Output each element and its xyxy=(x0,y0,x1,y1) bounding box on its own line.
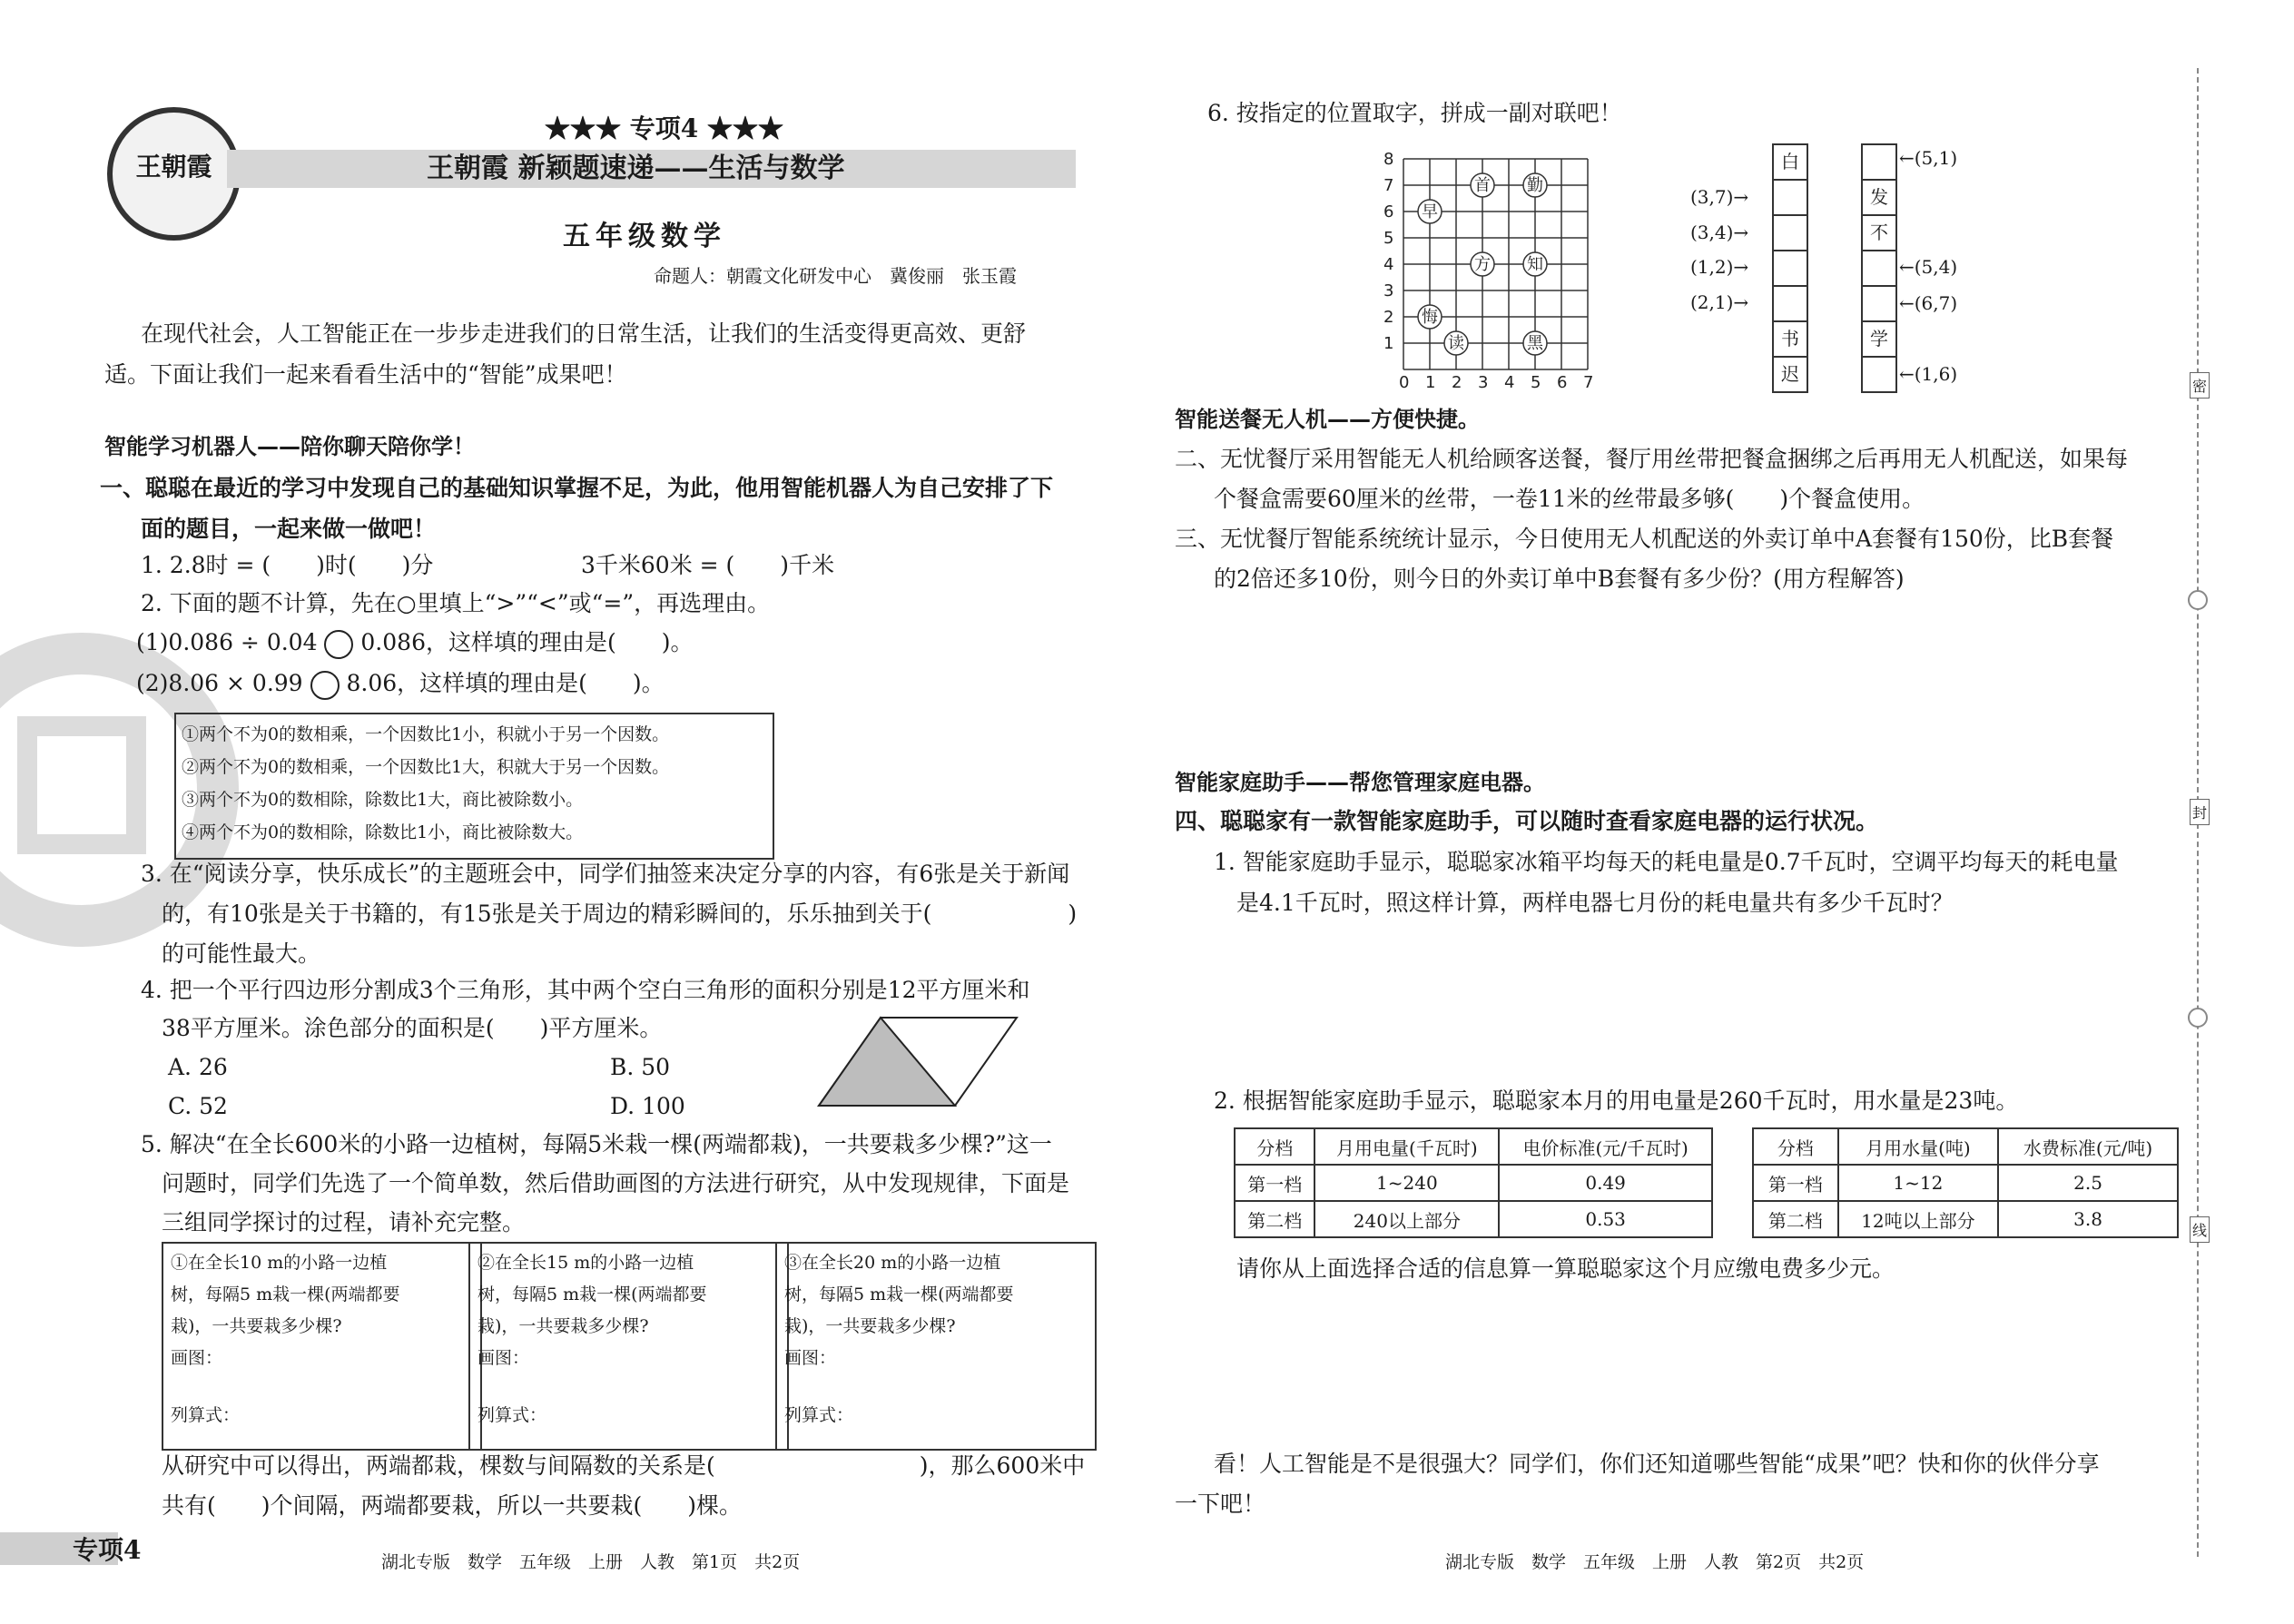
intro-line-1: 在现代社会，人工智能正在一步步走进我们的日常生活，让我们的生活变得更高效、更舒 xyxy=(141,320,1027,347)
grid-char-point xyxy=(1523,173,1547,197)
box3-line2: 树，每隔5 m栽一棵(两端都要 xyxy=(784,1284,1014,1304)
special-topic-badge: ★★★ 专项4 ★★★ xyxy=(545,113,783,143)
right-q3-line-2: 的2倍还多10份，则今日的外卖订单中B套餐有多少份？(用方程解答) xyxy=(1214,566,1905,592)
grid-char-point xyxy=(1471,252,1494,276)
box2-formula: 列算式： xyxy=(478,1405,547,1425)
left-page xyxy=(0,0,1135,1624)
header-title-wrap xyxy=(427,150,844,188)
q5-line-1: 5. 解决“在全长600米的小路一边植树，每隔5米栽一棵(两端都栽)，一共要栽多少棵?”这一 xyxy=(141,1131,1052,1157)
couplet-right-column xyxy=(1861,143,1897,393)
grid-char: 悔 xyxy=(1422,308,1438,327)
electricity-table xyxy=(1234,1127,1713,1238)
couplet-left-labels xyxy=(1690,180,1748,320)
option-1: ①两个不为0的数相乘，一个因数比1小，积就小于另一个因数。 xyxy=(182,724,670,744)
table-cell: 0.53 xyxy=(1499,1201,1712,1237)
table-header: 水费标准(元/吨) xyxy=(1998,1128,2178,1165)
section-title-home: 智能家庭助手——帮您管理家庭电器。 xyxy=(1175,770,1545,795)
table-cell: 第一档 xyxy=(1235,1165,1314,1201)
table-cell: 2.5 xyxy=(1998,1165,2178,1201)
q1-line-1: 一、聪聪在最近的学习中发现自己的基础知识掌握不足，为此，他用智能机器人为自己安排了下 xyxy=(100,475,1054,501)
table-row xyxy=(1235,1201,1712,1237)
table-header: 电价标准(元/千瓦时) xyxy=(1499,1128,1712,1165)
option-4: ④两个不为0的数相除，除数比1小，商比被除数大。 xyxy=(182,822,584,842)
q5-line-3: 三组同学探讨的过程，请补充完整。 xyxy=(162,1209,526,1235)
q5-conclusion-1: 从研究中可以得出，两端都栽，棵数与间隔数的关系是( )，那么600米中 xyxy=(162,1452,1086,1479)
couplet-cell[interactable] xyxy=(1772,287,1808,322)
right-q4-2: 2. 根据智能家庭助手显示，聪聪家本月的用电量是260千瓦时，用水量是23吨。 xyxy=(1214,1088,2019,1114)
x-tick-label: 3 xyxy=(1478,373,1489,390)
box1-line3: 栽)，一共要栽多少棵? xyxy=(171,1316,342,1336)
y-tick-label: 8 xyxy=(1383,150,1394,169)
x-tick-label: 6 xyxy=(1557,373,1568,390)
table-cell: 第二档 xyxy=(1753,1201,1838,1237)
table-row xyxy=(1753,1201,2178,1237)
footer-badge: 专项4 xyxy=(73,1535,142,1565)
box2-line3: 栽)，一共要栽多少棵? xyxy=(478,1316,649,1336)
grid-char-point xyxy=(1471,173,1494,197)
couplet-cell[interactable] xyxy=(1772,181,1808,216)
couplet-cell: 白 xyxy=(1772,143,1808,181)
table-cell: 240以上部分 xyxy=(1314,1201,1499,1237)
water-table xyxy=(1752,1127,2179,1238)
q1-1a: 1. 2.8时 = ( )时( )分 xyxy=(141,552,434,578)
grid-char: 方 xyxy=(1474,255,1491,274)
closing-line-2: 一下吧！ xyxy=(1175,1491,1266,1517)
table-cell: 1~12 xyxy=(1838,1165,1998,1201)
q4-option-c[interactable]: C. 52 xyxy=(168,1093,228,1119)
q4-option-d[interactable]: D. 100 xyxy=(610,1093,685,1119)
q4-option-a[interactable]: A. 26 xyxy=(168,1054,228,1080)
grid-char-point xyxy=(1418,305,1442,329)
q3-line-3: 的可能性最大。 xyxy=(162,940,321,967)
table-header: 月用水量(吨) xyxy=(1838,1128,1998,1165)
right-q4-title: 四、聪聪家有一款智能家庭助手，可以随时查看家庭电器的运行状况。 xyxy=(1175,808,1879,834)
option-2: ②两个不为0的数相乘，一个因数比1大，积就大于另一个因数。 xyxy=(182,757,670,777)
brand-name: 王朝霞 xyxy=(427,153,508,184)
table-cell: 1~240 xyxy=(1314,1165,1499,1201)
right-q2-line-2: 个餐盒需要60厘米的丝带，一卷11米的丝带最多够( )个餐盒使用。 xyxy=(1214,486,1925,512)
logo-text: 王朝霞 xyxy=(135,152,212,182)
box2-line2: 树，每隔5 m栽一棵(两端都要 xyxy=(478,1284,707,1304)
grid-char: 首 xyxy=(1474,176,1491,195)
section-title-robot: 智能学习机器人——陪你聊天陪你学！ xyxy=(104,434,475,459)
y-tick-label: 7 xyxy=(1383,176,1394,195)
footer-left-info: 湖北专版 数学 五年级 上册 人教 第1页 共2页 xyxy=(381,1552,801,1572)
box1-line2: 树，每隔5 m栽一棵(两端都要 xyxy=(171,1284,400,1304)
q3-line-2: 的，有10张是关于书籍的，有15张是关于周边的精彩瞬间的，乐乐抽到关于( ) xyxy=(162,901,1078,927)
badge-text: 专项4 xyxy=(629,113,699,143)
grid-char-point xyxy=(1418,200,1442,223)
couplet-cell[interactable] xyxy=(1861,287,1897,322)
y-tick-label: 3 xyxy=(1383,281,1394,300)
grid-char: 黑 xyxy=(1527,334,1543,353)
y-tick-label: 5 xyxy=(1383,229,1394,248)
box3-line1: ③在全长20 m的小路一边植 xyxy=(784,1253,1001,1273)
authors: 命题人：朝霞文化研发中心 冀俊丽 张玉霞 xyxy=(654,265,1017,287)
grid-char: 勤 xyxy=(1527,176,1543,195)
study-box-3 xyxy=(775,1242,1097,1451)
box1-draw: 画图： xyxy=(171,1348,223,1368)
coord-label: (1,2)→ xyxy=(1690,256,1749,278)
table-cell: 0.49 xyxy=(1499,1165,1712,1201)
q4-option-b[interactable]: B. 50 xyxy=(610,1054,671,1080)
q1-2: 2. 下面的题不计算，先在○里填上“>”“<”或“=”，再选理由。 xyxy=(141,590,771,616)
grid-char-point xyxy=(1444,331,1468,355)
couplet-cell: 发 xyxy=(1861,181,1897,216)
q4-line-2: 38平方厘米。涂色部分的面积是( )平方厘米。 xyxy=(162,1015,663,1041)
intro-line-2: 适。下面让我们一起来看看生活中的“智能”成果吧！ xyxy=(104,361,627,388)
couplet-cell[interactable] xyxy=(1772,216,1808,251)
q6-title: 6. 按指定的位置取字，拼成一副对联吧！ xyxy=(1207,100,1622,126)
table-cell: 第二档 xyxy=(1235,1201,1314,1237)
closing-line-1: 看！人工智能是不是很强大？同学们，你们还知道哪些智能“成果”吧？快和你的伙伴分享 xyxy=(1214,1451,2100,1477)
q1-2-1-reason: 0.086，这样填的理由是( )。 xyxy=(360,629,694,655)
q1-2-2-reason: 8.06，这样填的理由是( )。 xyxy=(346,670,665,696)
q3-line-1: 3. 在“阅读分享，快乐成长”的主题班会中，同学们抽签来决定分享的内容，有6张是关于新闻 xyxy=(141,861,1070,887)
q5-line-2: 问题时，同学们先选了一个简单数，然后借助画图的方法进行研究，从中发现规律，下面是 xyxy=(162,1170,1070,1196)
y-tick-label: 4 xyxy=(1383,255,1394,274)
q1-2-2 xyxy=(136,663,665,704)
seal-label: 线 xyxy=(2190,1216,2210,1243)
box3-line3: 栽)，一共要栽多少棵? xyxy=(784,1316,956,1336)
couplet-cell[interactable] xyxy=(1861,251,1897,287)
couplet-cell[interactable] xyxy=(1861,358,1897,393)
binding-hole-icon xyxy=(2188,590,2208,610)
box1-line1: ①在全长10 m的小路一边植 xyxy=(171,1253,388,1273)
x-tick-label: 4 xyxy=(1504,373,1515,390)
box3-draw: 画图： xyxy=(784,1348,837,1368)
q1-1b: 3千米60米 = ( )千米 xyxy=(581,552,835,578)
box1-formula: 列算式： xyxy=(171,1405,241,1425)
couplet-cell[interactable] xyxy=(1861,143,1897,181)
coord-label: (3,7)→ xyxy=(1690,186,1749,208)
coordinate-grid xyxy=(1382,141,1600,390)
grid-char-point xyxy=(1523,331,1547,355)
right-q4-2-ask: 请你从上面选择合适的信息算一算聪聪家这个月应缴电费多少元。 xyxy=(1236,1255,1895,1282)
right-q4-1-line-1: 1. 智能家庭助手显示，聪聪家冰箱平均每天的耗电量是0.7千瓦时，空调平均每天的耗电量 xyxy=(1214,849,2119,875)
table-cell: 3.8 xyxy=(1998,1201,2178,1237)
footer-right-info: 湖北专版 数学 五年级 上册 人教 第2页 共2页 xyxy=(1445,1552,1865,1572)
grid-char: 读 xyxy=(1448,334,1464,353)
q4-line-1: 4. 把一个平行四边形分割成3个三角形，其中两个空白三角形的面积分别是12平方厘米和 xyxy=(141,977,1030,1003)
coord-label: ←(5,1) xyxy=(1899,147,1958,169)
couplet-cell: 不 xyxy=(1861,216,1897,251)
compare-circle-2[interactable] xyxy=(310,671,340,700)
couplet-cell: 书 xyxy=(1772,322,1808,358)
table-row xyxy=(1235,1165,1712,1201)
study-box-2 xyxy=(468,1242,789,1451)
coord-label: ←(1,6) xyxy=(1899,363,1958,385)
option-3: ③两个不为0的数相除，除数比1大，商比被除数小。 xyxy=(182,790,584,810)
box2-draw: 画图： xyxy=(478,1348,530,1368)
reason-options-box xyxy=(174,713,774,860)
compare-circle-1[interactable] xyxy=(324,630,353,659)
x-tick-label: 7 xyxy=(1583,373,1594,390)
q1-2-1-expr: (1)0.086 ÷ 0.04 xyxy=(136,629,318,655)
q1-line-2: 面的题目，一起来做一做吧！ xyxy=(141,516,437,542)
parallelogram-figure xyxy=(817,1015,1026,1110)
box3-formula: 列算式： xyxy=(784,1405,854,1425)
seal-label: 密 xyxy=(2190,372,2210,399)
section-title-drone: 智能送餐无人机——方便快捷。 xyxy=(1175,407,1480,432)
y-tick-label: 6 xyxy=(1383,202,1394,221)
table-header: 分档 xyxy=(1753,1128,1838,1165)
grid-char: 知 xyxy=(1527,255,1543,274)
y-tick-label: 2 xyxy=(1383,308,1394,327)
q1-2-2-expr: (2)8.06 × 0.99 xyxy=(136,670,303,696)
x-tick-label: 2 xyxy=(1452,373,1462,390)
coord-label: ←(6,7) xyxy=(1899,292,1958,314)
seal-label: 封 xyxy=(2190,799,2210,825)
couplet-cell: 学 xyxy=(1861,322,1897,358)
coord-label: (3,4)→ xyxy=(1690,221,1749,243)
right-page xyxy=(1146,0,2294,1624)
subject-title: 五年级数学 xyxy=(563,221,726,252)
right-q3-line-1: 三、无忧餐厅智能系统统计显示，今日使用无人机配送的外卖订单中A套餐有150份，比B套餐 xyxy=(1175,526,2114,552)
study-box-1 xyxy=(162,1242,482,1451)
coord-label: (2,1)→ xyxy=(1690,290,1749,313)
grid-char-point xyxy=(1523,252,1547,276)
brand-logo xyxy=(107,107,241,241)
couplet-left-column xyxy=(1772,143,1808,393)
q5-conclusion-2: 共有( )个间隔，两端都要栽，所以一共要栽( )棵。 xyxy=(162,1492,743,1519)
binding-hole-icon xyxy=(2188,1008,2208,1028)
table-cell: 12吨以上部分 xyxy=(1838,1201,1998,1237)
x-tick-label: 1 xyxy=(1425,373,1436,390)
x-tick-label: 5 xyxy=(1531,373,1541,390)
q1-2-1 xyxy=(136,622,693,663)
box2-line1: ②在全长15 m的小路一边植 xyxy=(478,1253,694,1273)
table-header: 月用电量(千瓦时) xyxy=(1314,1128,1499,1165)
right-q2-line-1: 二、无忧餐厅采用智能无人机给顾客送餐，餐厅用丝带把餐盒捆绑之后再用无人机配送，如果每 xyxy=(1175,446,2129,472)
x-tick-label: 0 xyxy=(1399,373,1410,390)
y-tick-label: 1 xyxy=(1383,334,1394,353)
table-header: 分档 xyxy=(1235,1128,1314,1165)
grid-char: 早 xyxy=(1422,202,1438,221)
right-q4-1-line-2: 是4.1千瓦时，照这样计算，两样电器七月份的耗电量共有多少千瓦时？ xyxy=(1236,890,1954,916)
coord-label: ←(5,4) xyxy=(1899,256,1958,278)
table-row xyxy=(1753,1165,2178,1201)
page-title: 新颖题速递——生活与数学 xyxy=(517,153,845,184)
couplet-cell: 迟 xyxy=(1772,358,1808,393)
table-cell: 第一档 xyxy=(1753,1165,1838,1201)
table-header-row xyxy=(1753,1128,2178,1165)
couplet-cell[interactable] xyxy=(1772,251,1808,287)
table-header-row xyxy=(1235,1128,1712,1165)
